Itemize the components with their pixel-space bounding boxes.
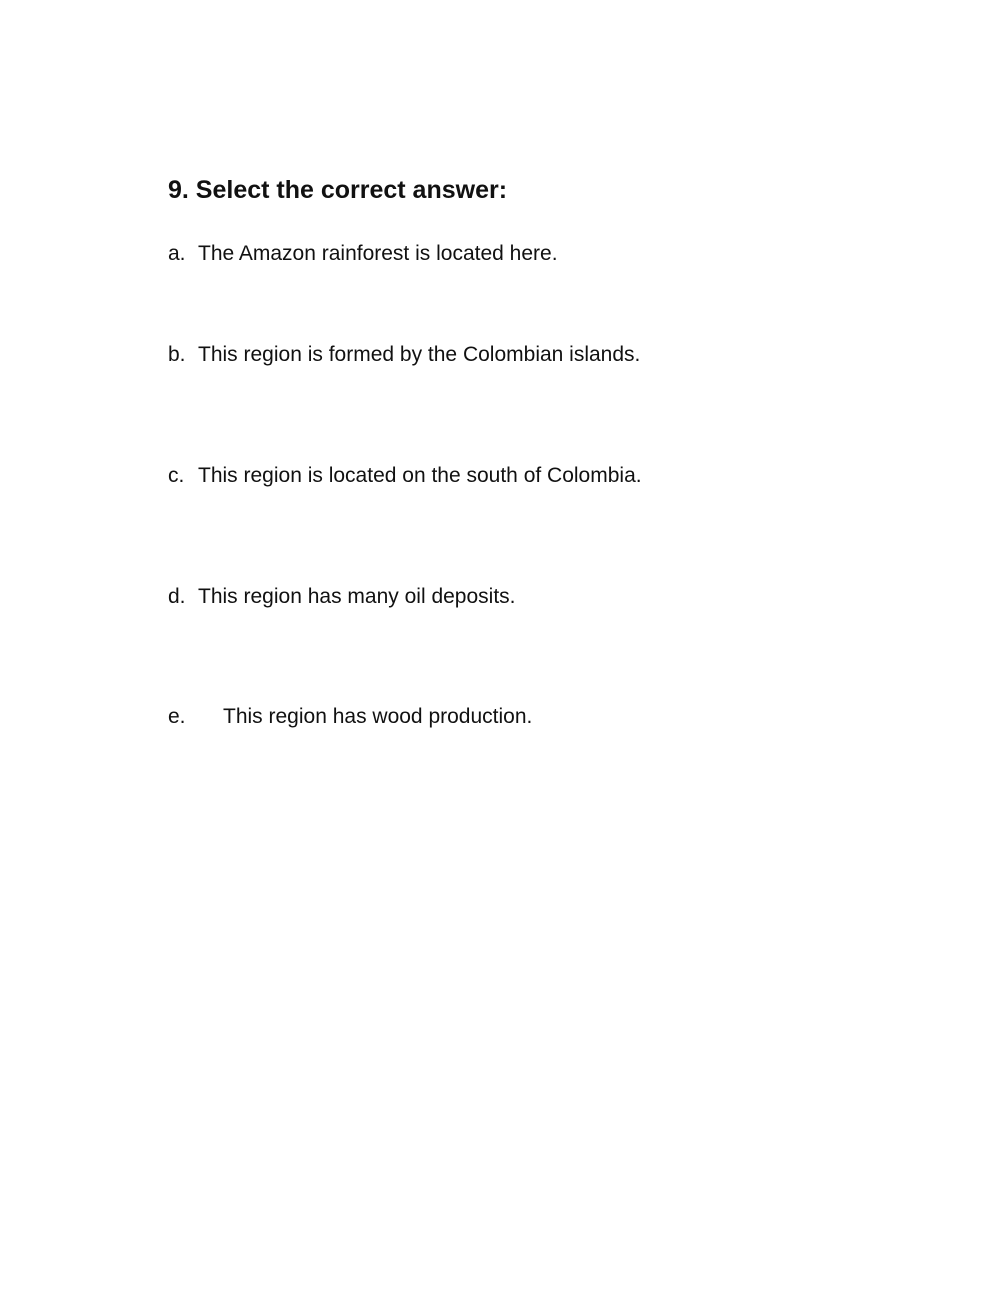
option-letter: b. [168,343,186,366]
option-text: This region is formed by the Colombian islands. [198,343,641,366]
option-letter: c. [168,464,185,487]
option-letter: e. [168,705,186,728]
option-letter: d. [168,585,186,608]
question-title: 9. Select the correct answer: [168,176,508,204]
option-text: This region has wood production. [223,705,533,728]
option-letter: a. [168,242,186,265]
option-text: The Amazon rainforest is located here. [198,242,558,265]
option-text: This region has many oil deposits. [198,585,516,608]
option-text: This region is located on the south of Colombia. [198,464,642,487]
